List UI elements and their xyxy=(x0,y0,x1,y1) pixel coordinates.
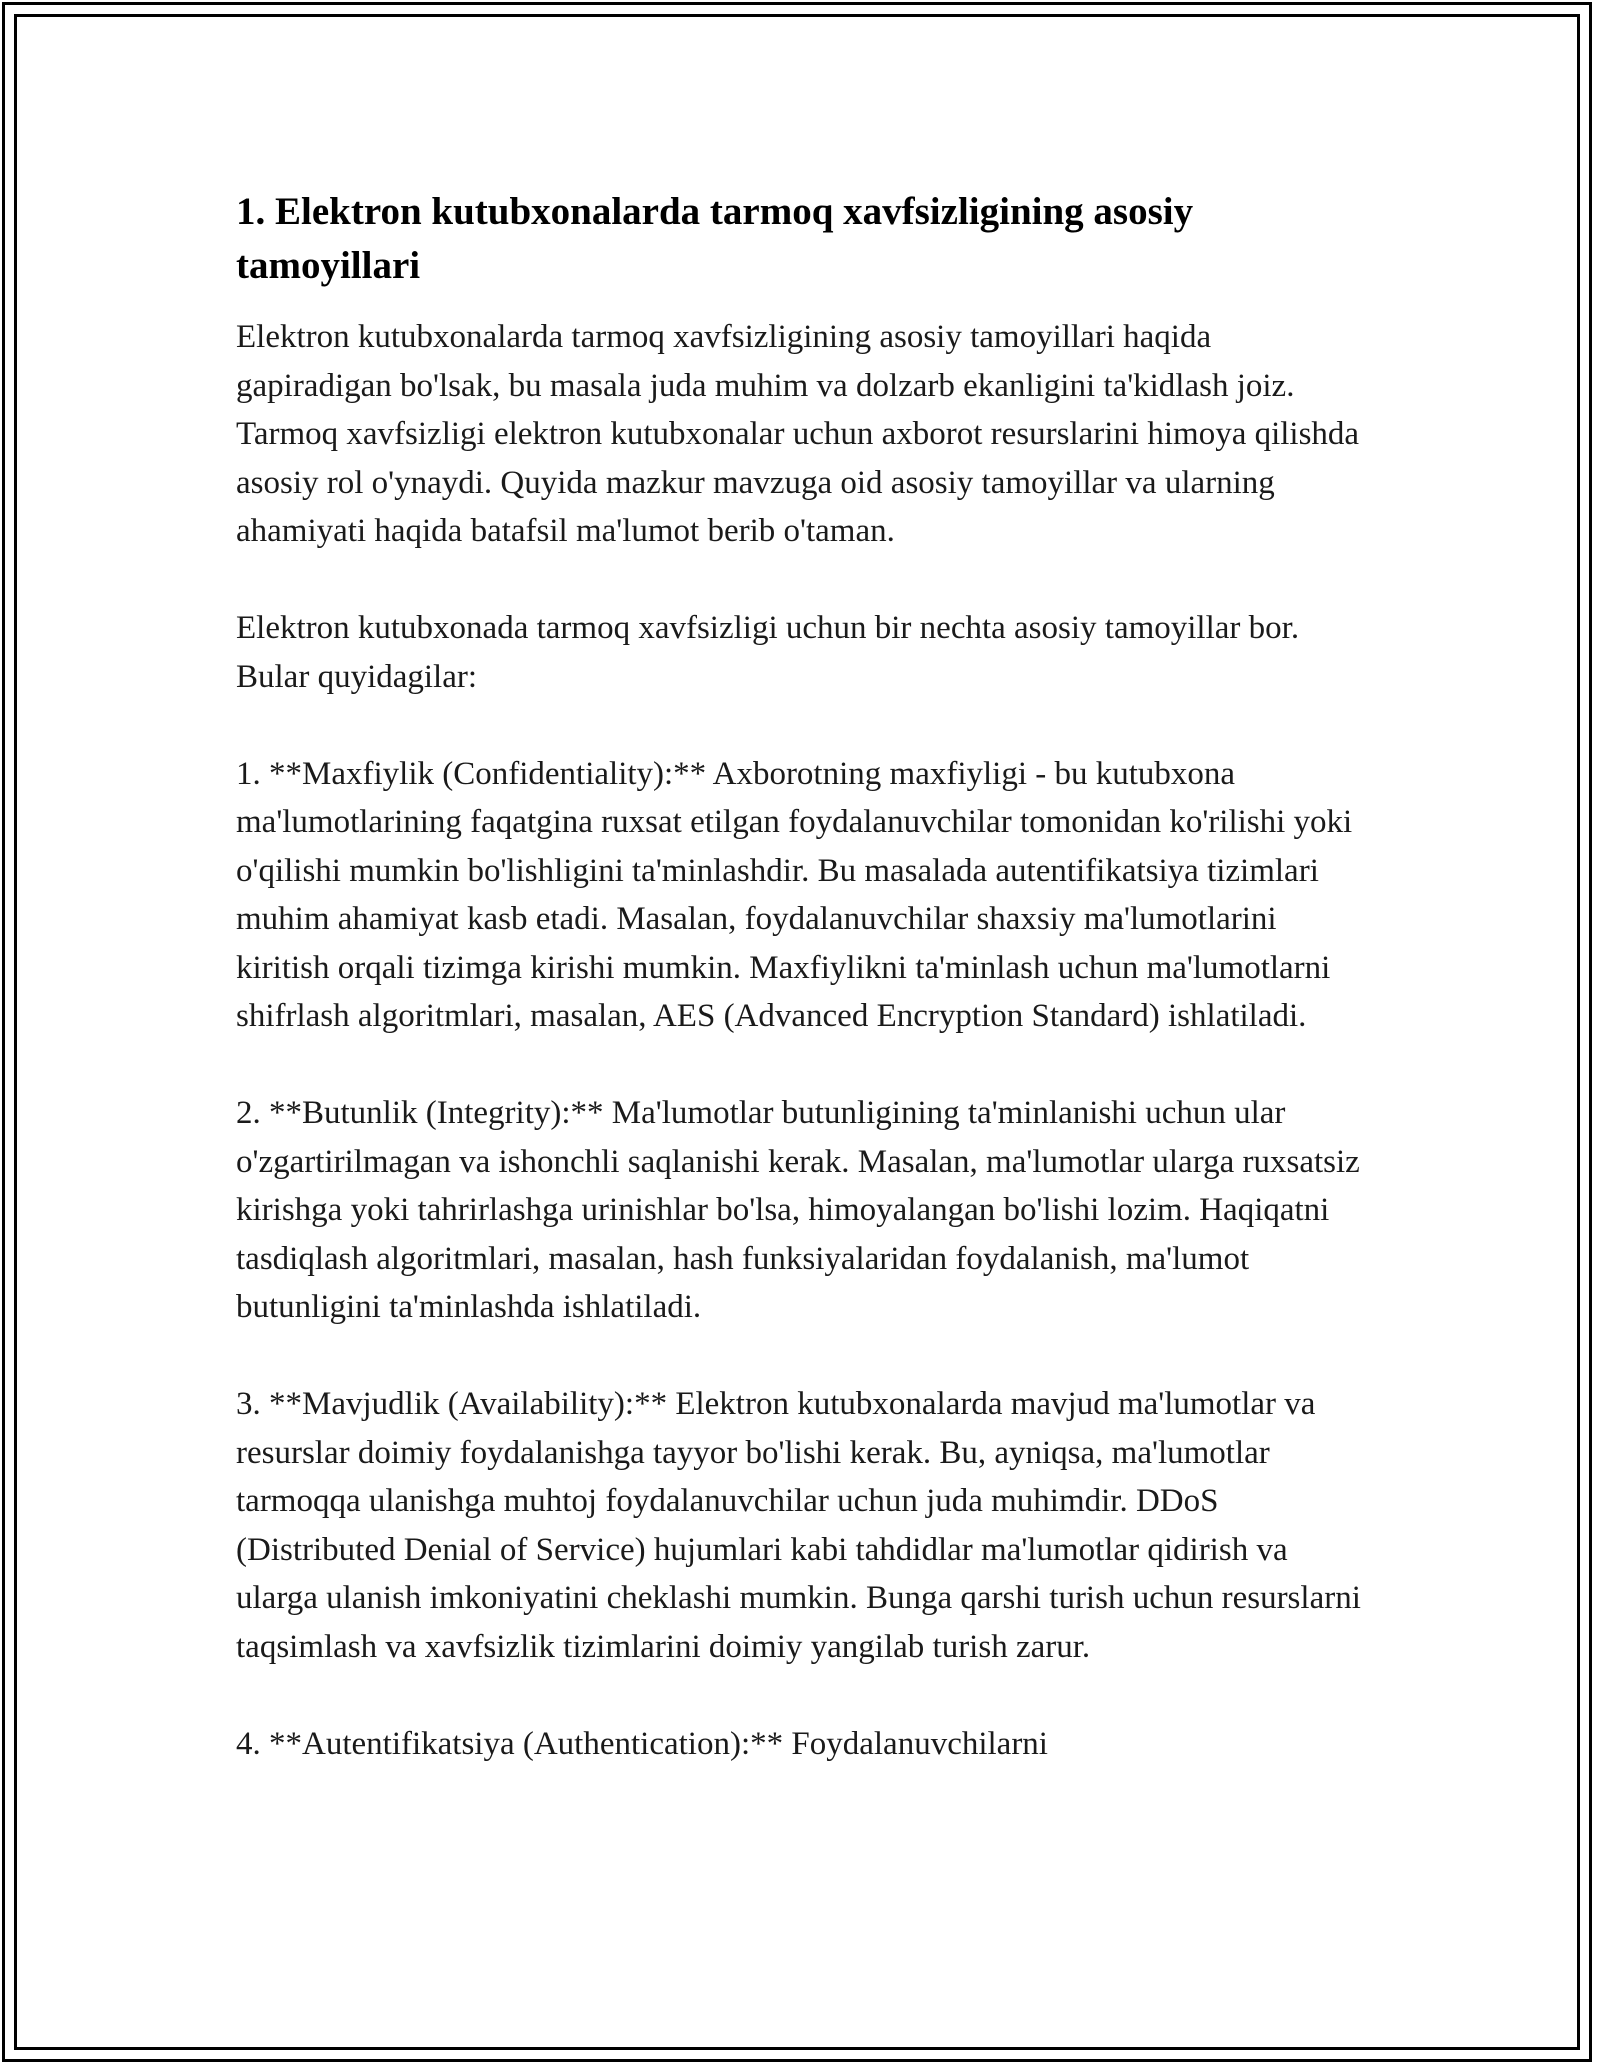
availability-paragraph: 3. **Mavjudlik (Availability):** Elektron kutubxonalarda mavjud ma'lumotlar va resurslar doimiy foydalanishga tayyor bo'lishi kerak. Bu, ayniqsa, ma'lumotlar tarmoqqa ulanishga muhtoj foydalanuvchilar uchun juda muhimdir. DDoS (Distributed Denial of Service) hujumlari kabi tahdidlar ma'lumotlar qidirish va ularga ulanish imkoniyatini cheklashi mumkin. Bunga qarshi turish uchun resurslarni taqsimlash va xavfsizlik tizimlarini doimiy yangilab turish zarur. xyxy=(236,1386,1361,1665)
document-body xyxy=(236,185,1366,1768)
authentication-paragraph: 4. **Autentifikatsiya (Authentication):** Foydalanuvchilarni xyxy=(236,1725,1048,1762)
intro-paragraph: Elektron kutubxonalarda tarmoq xavfsizligining asosiy tamoyillari haqida gapiradigan bo'lsak, bu masala juda muhim va dolzarb ekanligini ta'kidlash joiz. Tarmoq xavfsizligi elektron kutubxonalar uchun axborot resurslarini himoya qilishda asosiy rol o'ynaydi. Quyida mazkur mavzuga oid asosiy tamoyillar va ularning ahamiyati haqida batafsil ma'lumot berib o'taman. xyxy=(236,319,1360,549)
section-heading: 1. Elektron kutubxonalarda tarmoq xavfsizligining asosiy tamoyillari xyxy=(236,190,1194,287)
principles-intro-paragraph: Elektron kutubxonada tarmoq xavfsizligi uchun bir nechta asosiy tamoyillar bor. Bular quyidagilar: xyxy=(236,610,1300,695)
confidentiality-paragraph: 1. **Maxfiylik (Confidentiality):** Axborotning maxfiyligi - bu kutubxona ma'lumotlarining faqatgina ruxsat etilgan foydalanuvchilar tomonidan ko'rilishi yoki o'qilishi mumkin bo'lishligini ta'minlashdir. Bu masalada autentifikatsiya tizimlari muhim ahamiyat kasb etadi. Masalan, foydalanuvchilar shaxsiy ma'lumotlarini kiritish orqali tizimga kirishi mumkin. Maxfiylikni ta'minlash uchun ma'lumotlarni shifrlash algoritmlari, masalan, AES (Advanced Encryption Standard) ishlatiladi. xyxy=(236,755,1353,1034)
integrity-paragraph: 2. **Butunlik (Integrity):** Ma'lumotlar butunligining ta'minlanishi uchun ular o'zgartirilmagan va ishonchli saqlanishi kerak. Masalan, ma'lumotlar ularga ruxsatsiz kirishga yoki tahrirlashga urinishlar bo'lsa, himoyalangan bo'lishi lozim. Haqiqatni tasdiqlash algoritmlari, masalan, hash funksiyalaridan foydalanish, ma'lumot butunligini ta'minlashda ishlatiladi. xyxy=(236,1095,1360,1325)
